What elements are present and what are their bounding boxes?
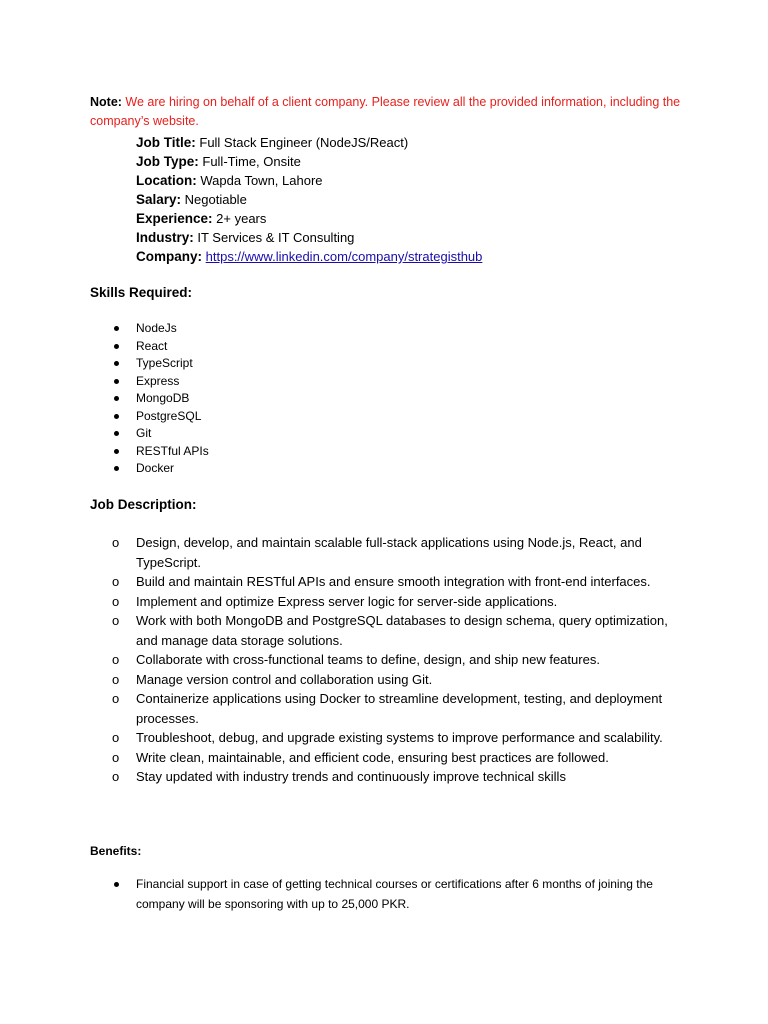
location-label: Location: — [136, 173, 197, 188]
skill-item: MongoDB — [90, 390, 209, 408]
benefit-item: Financial support in case of getting technical courses or certifications after 6 months of joining the company will be sponsoring with up to 25,000 PKR. — [90, 874, 690, 914]
industry-value: IT Services & IT Consulting — [193, 230, 355, 245]
job-details — [136, 133, 696, 266]
skill-item: Git — [90, 425, 209, 443]
skills-list — [90, 320, 209, 478]
skills-heading: Skills Required: — [90, 285, 193, 300]
description-item: o Build and maintain RESTful APIs and ensure smooth integration with front-end interfaces. — [90, 572, 690, 592]
salary-row — [136, 190, 696, 209]
experience-label: Experience: — [136, 211, 213, 226]
description-item: o Work with both MongoDB and PostgreSQL databases to design schema, query optimization, and manage data storage solutions. — [90, 611, 690, 650]
description-item: o Troubleshoot, debug, and upgrade existing systems to improve performance and scalability. — [90, 728, 690, 748]
skill-item: Express — [90, 373, 209, 391]
experience-value: 2+ years — [212, 211, 267, 226]
note-text: We are hiring on behalf of a client company. Please review all the provided information, including the company’s website. — [90, 95, 681, 128]
skill-item: Docker — [90, 460, 209, 478]
experience-row — [136, 209, 696, 228]
skill-item: TypeScript — [90, 355, 209, 373]
company-row — [136, 247, 696, 266]
skill-item: PostgreSQL — [90, 408, 209, 426]
job-title-row — [136, 133, 696, 152]
salary-value: Negotiable — [181, 192, 247, 207]
description-item: o Implement and optimize Express server logic for server-side applications. — [90, 592, 690, 612]
job-title-label: Job Title: — [136, 135, 196, 150]
description-item: o Containerize applications using Docker to streamline development, testing, and deployment processes. — [90, 689, 690, 728]
job-type-row — [136, 152, 696, 171]
industry-label: Industry: — [136, 230, 194, 245]
job-description-heading: Job Description: — [90, 497, 197, 512]
job-title-value: Full Stack Engineer (NodeJS/React) — [195, 135, 409, 150]
description-item: o Collaborate with cross-functional teams to define, design, and ship new features. — [90, 650, 690, 670]
hiring-note — [90, 93, 690, 131]
description-item: o Design, develop, and maintain scalable full-stack applications using Node.js, React, and TypeScript. — [90, 533, 690, 572]
note-label: Note: — [90, 95, 122, 109]
salary-label: Salary: — [136, 192, 182, 207]
company-label: Company: — [136, 249, 203, 264]
benefits-list — [90, 874, 690, 914]
skill-item: NodeJs — [90, 320, 209, 338]
description-item: o Write clean, maintainable, and efficient code, ensuring best practices are followed. — [90, 748, 690, 768]
benefits-heading: Benefits: — [90, 844, 142, 858]
job-type-value: Full-Time, Onsite — [198, 154, 301, 169]
skill-item: React — [90, 338, 209, 356]
company-link[interactable]: https://www.linkedin.com/company/strategisthub — [205, 249, 483, 264]
job-type-label: Job Type: — [136, 154, 199, 169]
location-value: Wapda Town, Lahore — [196, 173, 323, 188]
industry-row — [136, 228, 696, 247]
location-row — [136, 171, 696, 190]
job-description-list — [90, 533, 690, 787]
skill-item: RESTful APIs — [90, 443, 209, 461]
description-item: o Manage version control and collaboration using Git. — [90, 670, 690, 690]
description-item: o Stay updated with industry trends and continuously improve technical skills — [90, 767, 690, 787]
